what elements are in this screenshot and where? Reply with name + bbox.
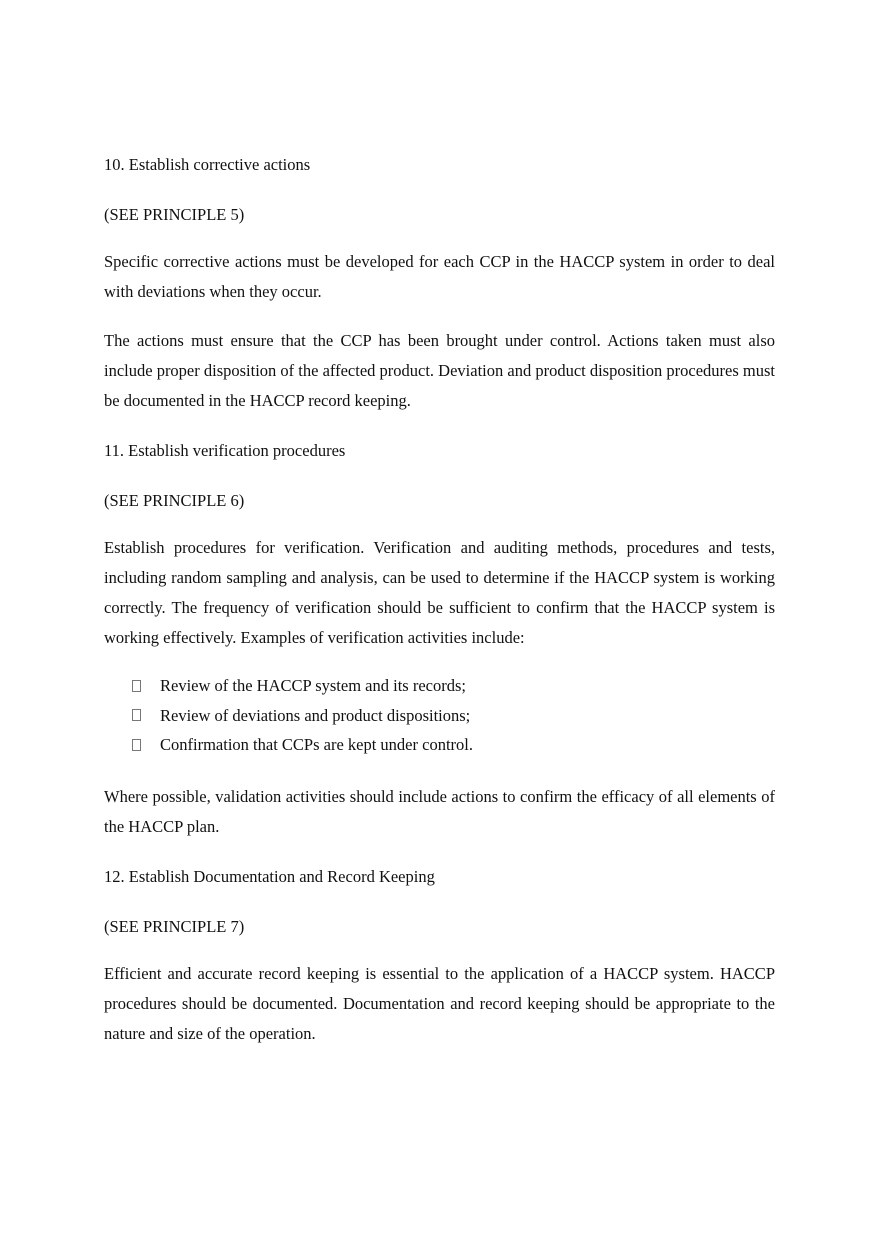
checkbox-icon [132,680,141,692]
section-10-principle: (SEE PRINCIPLE 5) [104,205,245,224]
verification-activities-list [104,671,775,760]
section-11-heading: 11. Establish verification procedures [104,441,346,460]
list-item-text: Review of deviations and product dispositions; [160,705,471,725]
section-10-paragraph-1: Specific corrective actions must be developed for each CCP in the HACCP system in order to deal with deviations when they occur. [104,252,775,301]
section-12-paragraph-1: Efficient and accurate record keeping is essential to the application of a HACCP system. HACCP procedures should be documented. Documentation and record keeping should be appropriate to the nature and size of the operation. [104,963,775,1043]
checkbox-icon [132,739,141,751]
section-12-heading: 12. Establish Documentation and Record Keeping [104,866,435,886]
section-11-principle: (SEE PRINCIPLE 6) [104,491,245,510]
section-10-paragraph-2: The actions must ensure that the CCP has been brought under control. Actions taken must also include proper disposition of the affected product. Deviation and product disposition procedures must be documented in the HACCP record keeping. [104,331,775,410]
section-11-paragraph-1: Establish procedures for verification. Verification and auditing methods, procedures and tests, including random sampling and analysis, can be used to determine if the HACCP system is working correctly. The frequency of verification should be sufficient to confirm that the HACCP system is working effectively. Examples of verification activities include: [104,538,775,647]
list-item-text: Review of the HACCP system and its records; [160,676,466,695]
list-item [104,701,775,731]
list-item [104,671,775,701]
section-10-heading: 10. Establish corrective actions [104,155,311,174]
section-11-closing: Where possible, validation activities should include actions to confirm the efficacy of all elements of the HACCP plan. [104,786,775,836]
list-item-text: Confirmation that CCPs are kept under control. [160,735,473,754]
list-item [104,730,775,760]
document-page [104,152,775,1049]
section-12-principle: (SEE PRINCIPLE 7) [104,916,245,936]
checkbox-icon [132,709,141,721]
